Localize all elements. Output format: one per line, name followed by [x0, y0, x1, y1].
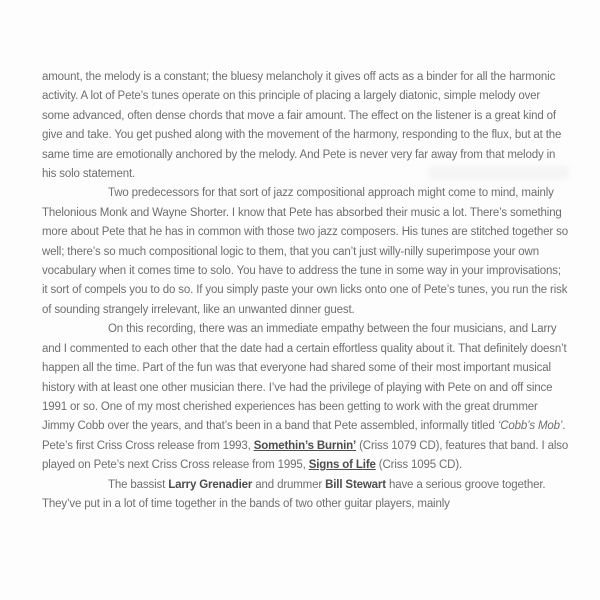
text-run-bold-underline: Signs of Life	[308, 459, 376, 472]
paragraph	[42, 68, 569, 184]
text-run: and drummer	[252, 478, 326, 491]
liner-notes-text	[42, 68, 569, 514]
text-run: (Criss 1095 CD).	[375, 459, 463, 472]
paragraph	[42, 476, 569, 515]
text-run-bold: Larry Grenadier	[168, 478, 253, 491]
text-run: On this recording, there was an immediate empathy between the four musicians, and Larry and I commented to each other that the date had a certain effortless quality about it. That definitely doesn’t happen all the time. Part of the fun was that everyone had shared some of their most important musical history with at least one other musician there. I’ve had the privilege of playing with Pete on and off since 1991 or so. One of my most cherished experiences has been getting to work with the great drummer Jimmy Cobb over the years, and that’s been in a band that Pete assembled, informally titled	[42, 323, 567, 433]
text-run: . Pete’s first Criss Cross release from 1993,	[42, 420, 566, 452]
text-run: Two predecessors for that sort of jazz compositional approach might come to mind, mainly Thelonious Monk and Wayne Shorter. I know that Pete has absorbed their music a lot. There’s something more about Pete that he has in common with those two jazz composers. His tunes are stitched together so well; there’s so much compositional logic to them, that you can’t just willy-nilly superimpose your own vocabulary when it comes time to solo. You have to address the tune in some way in your improvisations; it sort of compels you to do so. If you simply paste your own licks onto one of Pete’s tunes, you run the risk of sounding strangely irrelevant, like an unwanted dinner guest.	[42, 187, 568, 316]
text-run-bold: Bill Stewart	[325, 478, 386, 491]
text-run: The bassist	[108, 478, 169, 491]
paragraph	[42, 184, 569, 320]
paragraph	[42, 320, 569, 475]
text-run: amount, the melody is a constant; the bluesy melancholy it gives off acts as a binder for all the harmonic activity. A lot of Pete’s tunes operate on this principle of placing a largely diatonic, simple melody over some advanced, often dense chords that move a fair amount. The effect on the listener is a great kind of give and take. You get pushed along with the movement of the harmony, responding to the flux, but at the same time are emotionally anchored by the melody. And Pete is never very far away from that melody in his solo statement.	[42, 71, 562, 181]
text-run-bold-underline: Somethin’s Burnin’	[253, 439, 357, 452]
text-run: have a serious groove together. They’ve put in a lot of time together in the bands of two other guitar players, mainly	[42, 478, 546, 510]
text-run-italic: ‘Cobb’s Mob’	[497, 420, 563, 433]
text-run: (Criss 1079 CD), features that band. I also played on Pete’s next Criss Cross release from 1995,	[42, 439, 569, 472]
